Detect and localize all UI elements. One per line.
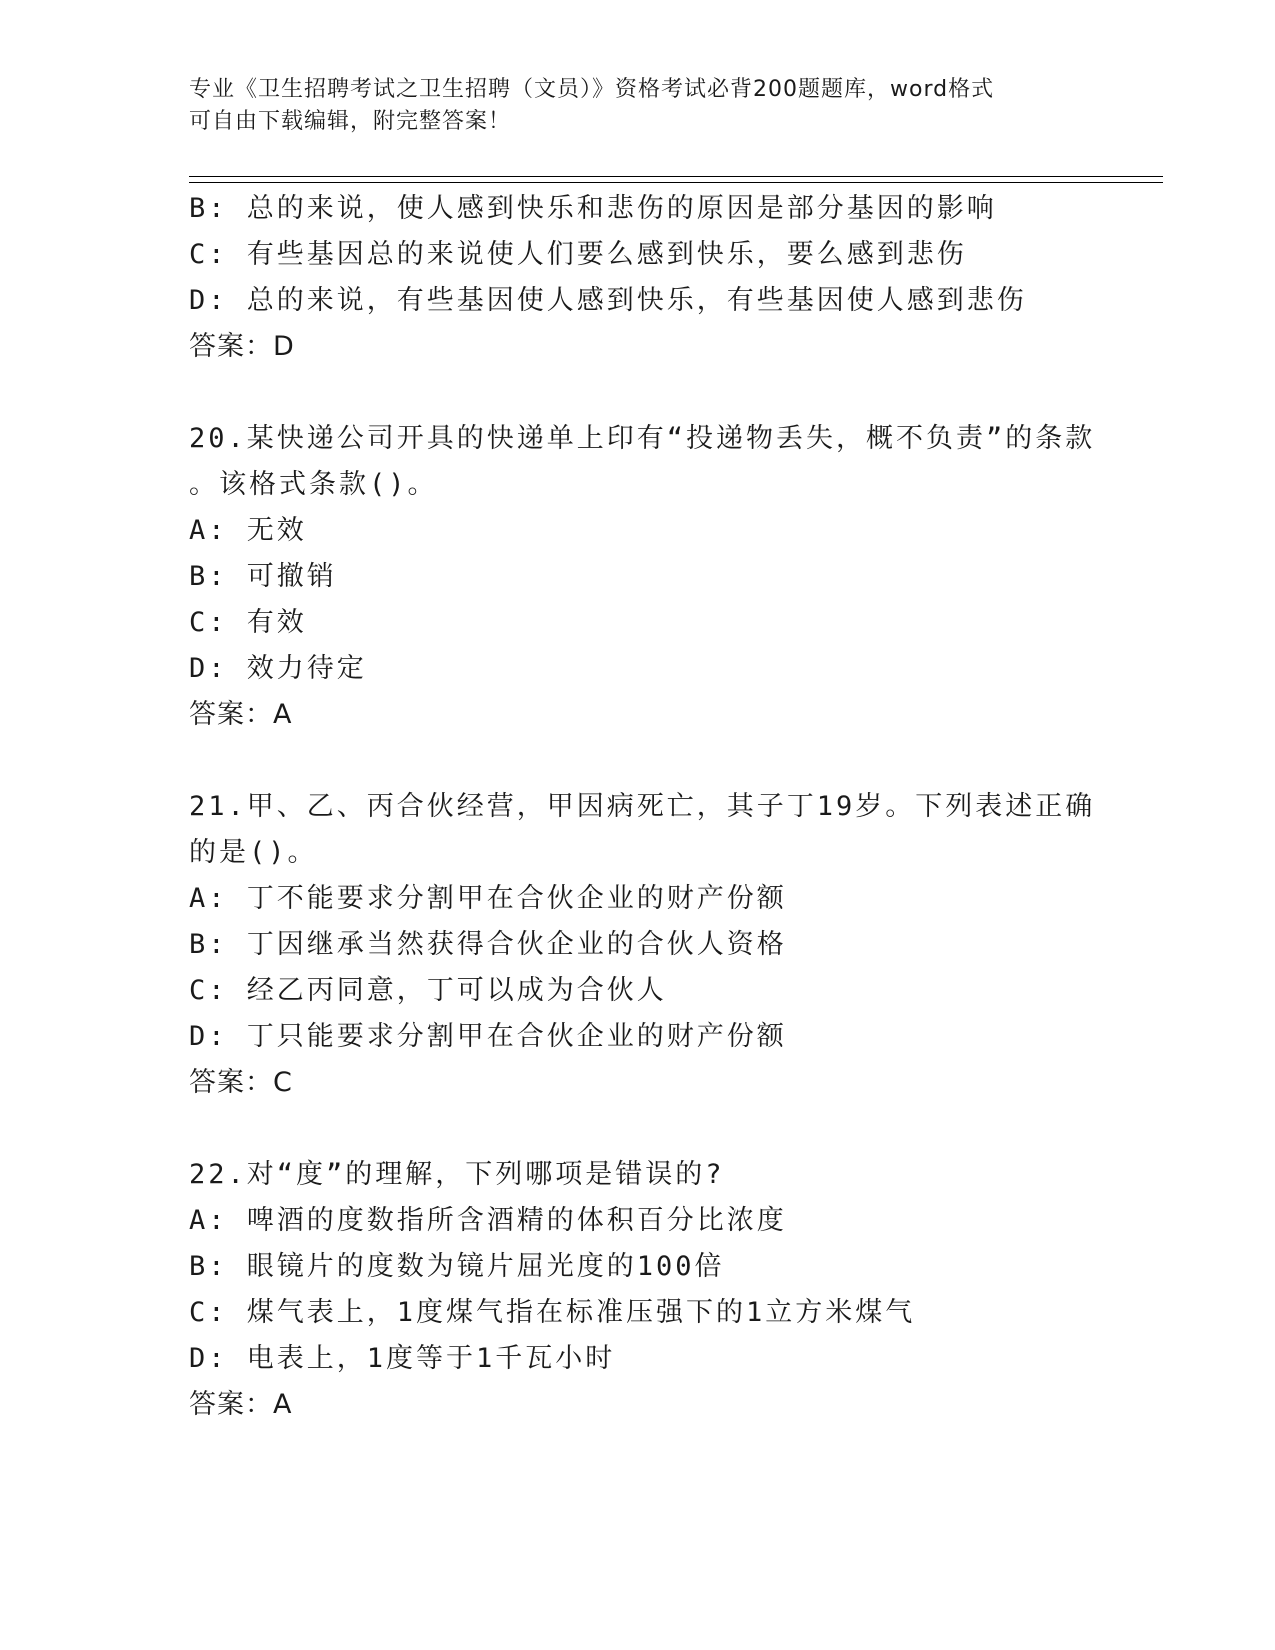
option-b: B: 丁因继承当然获得合伙企业的合伙人资格	[189, 929, 787, 960]
option-a: A: 丁不能要求分割甲在合伙企业的财产份额	[189, 883, 787, 914]
option-d: D: 总的来说，有些基因使人感到快乐，有些基因使人感到悲伤	[189, 285, 1027, 316]
option-d: D: 电表上，1度等于1千瓦小时	[189, 1343, 616, 1374]
question-stem-line: 21.甲、乙、丙合伙经营，甲因病死亡，其子丁19岁。下列表述正确	[189, 791, 1096, 822]
option-c: C: 经乙丙同意，丁可以成为合伙人	[189, 975, 667, 1006]
option-d: D: 丁只能要求分割甲在合伙企业的财产份额	[189, 1021, 787, 1052]
header-title-line-2: 可自由下载编辑，附完整答案！	[189, 109, 512, 134]
option-c: C: 有效	[189, 607, 307, 638]
document-header	[189, 74, 1089, 138]
spacer	[189, 738, 1089, 784]
answer-line: 答案：A	[189, 699, 293, 730]
header-divider-bottom	[189, 182, 1163, 183]
question-list	[189, 186, 1096, 1428]
option-b: B: 可撤销	[189, 561, 337, 592]
header-title-line-1: 专业《卫生招聘考试之卫生招聘（文员）》资格考试必背200题题库，word格式	[189, 77, 995, 102]
question-stem-line: 的是()。	[189, 837, 318, 868]
question-stem-line: 20.某快递公司开具的快递单上印有“投递物丢失，概不负责”的条款	[189, 423, 1096, 454]
option-c: C: 有些基因总的来说使人们要么感到快乐，要么感到悲伤	[189, 239, 967, 270]
question-21	[189, 784, 1096, 1106]
answer-line: 答案：D	[189, 331, 295, 362]
question-stem-line: 22.对“度”的理解，下列哪项是错误的?	[189, 1159, 725, 1190]
option-b: B: 眼镜片的度数为镜片屈光度的100倍	[189, 1251, 725, 1282]
question-20	[189, 416, 1096, 738]
answer-line: 答案：A	[189, 1389, 293, 1420]
answer-line: 答案：C	[189, 1067, 293, 1098]
question-22	[189, 1152, 1089, 1428]
question-stem-line: 。该格式条款()。	[189, 469, 438, 500]
option-c: C: 煤气表上，1度煤气指在标准压强下的1立方米煤气	[189, 1297, 916, 1328]
question-19-continued	[189, 186, 1089, 370]
option-a: A: 啤酒的度数指所含酒精的体积百分比浓度	[189, 1205, 787, 1236]
header-divider-top	[189, 176, 1163, 177]
spacer	[189, 1106, 1089, 1152]
spacer	[189, 370, 1089, 416]
option-d: D: 效力待定	[189, 653, 367, 684]
option-a: A: 无效	[189, 515, 307, 546]
option-b: B: 总的来说，使人感到快乐和悲伤的原因是部分基因的影响	[189, 193, 997, 224]
